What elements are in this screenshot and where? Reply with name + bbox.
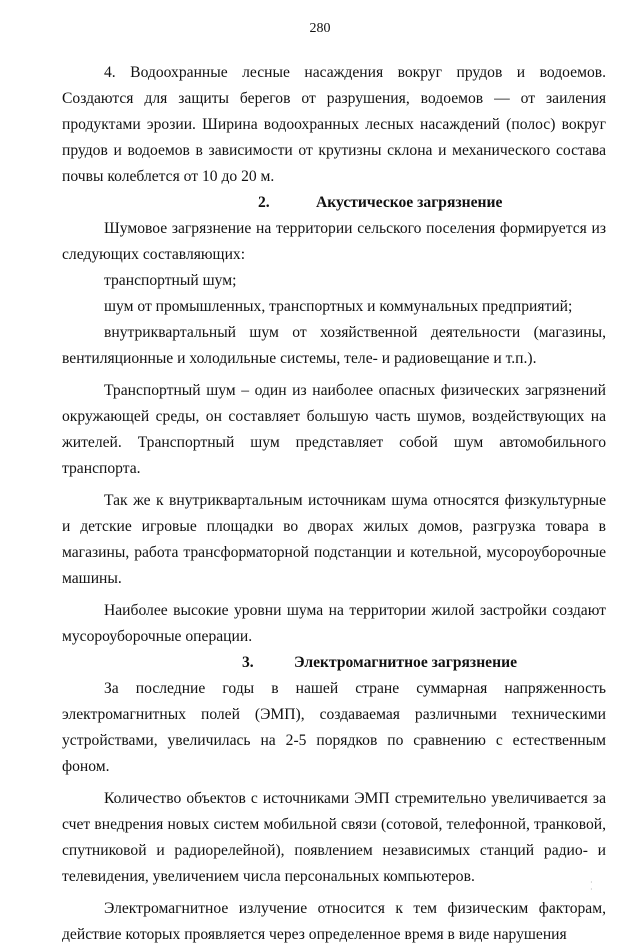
section-number: 3.: [242, 654, 254, 671]
list-item-intraquarter-noise: внутриквартальный шум от хозяйственной деятельности (магазины, вентиляционные и холодильные системы, теле- и радиовещание и т.п.).: [62, 324, 606, 367]
paragraph-emf-radiation: Электромагнитное излучение относится к тем физическим факторам, действие которых проявляется через определенное время в виде нарушения: [62, 900, 606, 943]
list-item-enterprise-noise: шум от промышленных, транспортных и коммунальных предприятий;: [104, 298, 573, 315]
paragraph-transport-noise: Транспортный шум – один из наиболее опасных физических загрязнений окружающей среды, он составляет большую часть шумов, воздействующих на жителей. Транспортный шум представляет собой шум автомобильного транспорта.: [62, 382, 606, 477]
section-title: Электромагнитное загрязнение: [294, 654, 517, 671]
document-body: [62, 60, 606, 948]
section-heading-acoustic: [62, 190, 606, 216]
paragraph-water-protection: 4. Водоохранные лесные насаждения вокруг прудов и водоемов. Создаются для защиты берегов от разрушения, водоемов — от заиления продуктами эрозии. Ширина водоохранных лесных насаждений (полос) вокруг прудов и водоемов в зависимости от крутизны склона и механического состава почвы колеблется от 10 до 20 м.: [62, 64, 606, 185]
section-number: 2.: [258, 194, 270, 211]
paragraph-emf-sources: Количество объектов с источниками ЭМП стремительно увеличивается за счет внедрения новых систем мобильной связи (сотовой, телефонной, транковой, спутниковой и радиорелейной), появлением независимых станций радио- и телевидения, увеличением числа персональных компьютеров.: [62, 790, 606, 885]
section-title: Акустическое загрязнение: [316, 194, 503, 211]
list-item-transport-noise: транспортный шум;: [104, 272, 237, 289]
paragraph-emf-intensity: За последние годы в нашей стране суммарная напряженность электромагнитных полей (ЭМП), создаваемая различными техническими устройствами, увеличилась на 2-5 порядков по сравнению с естественным фоном.: [62, 680, 606, 775]
section-heading-electromagnetic: [62, 650, 606, 676]
paragraph-intraquarter-sources: Так же к внутриквартальным источникам шума относятся физкультурные и детские игровые площадки во дворах жилых домов, разгрузка товара в магазины, работа трансформаторной подстанции и котельной, мусороуборочные машины.: [62, 492, 606, 587]
paragraph-noise-intro: Шумовое загрязнение на территории сельского поселения формируется из следующих составляющих:: [62, 220, 606, 263]
paragraph-highest-noise: Наиболее высокие уровни шума на территории жилой застройки создают мусороуборочные операции.: [62, 602, 606, 645]
scan-artifact-dots: · ·: [590, 878, 593, 894]
page-number: 280: [309, 21, 331, 36]
